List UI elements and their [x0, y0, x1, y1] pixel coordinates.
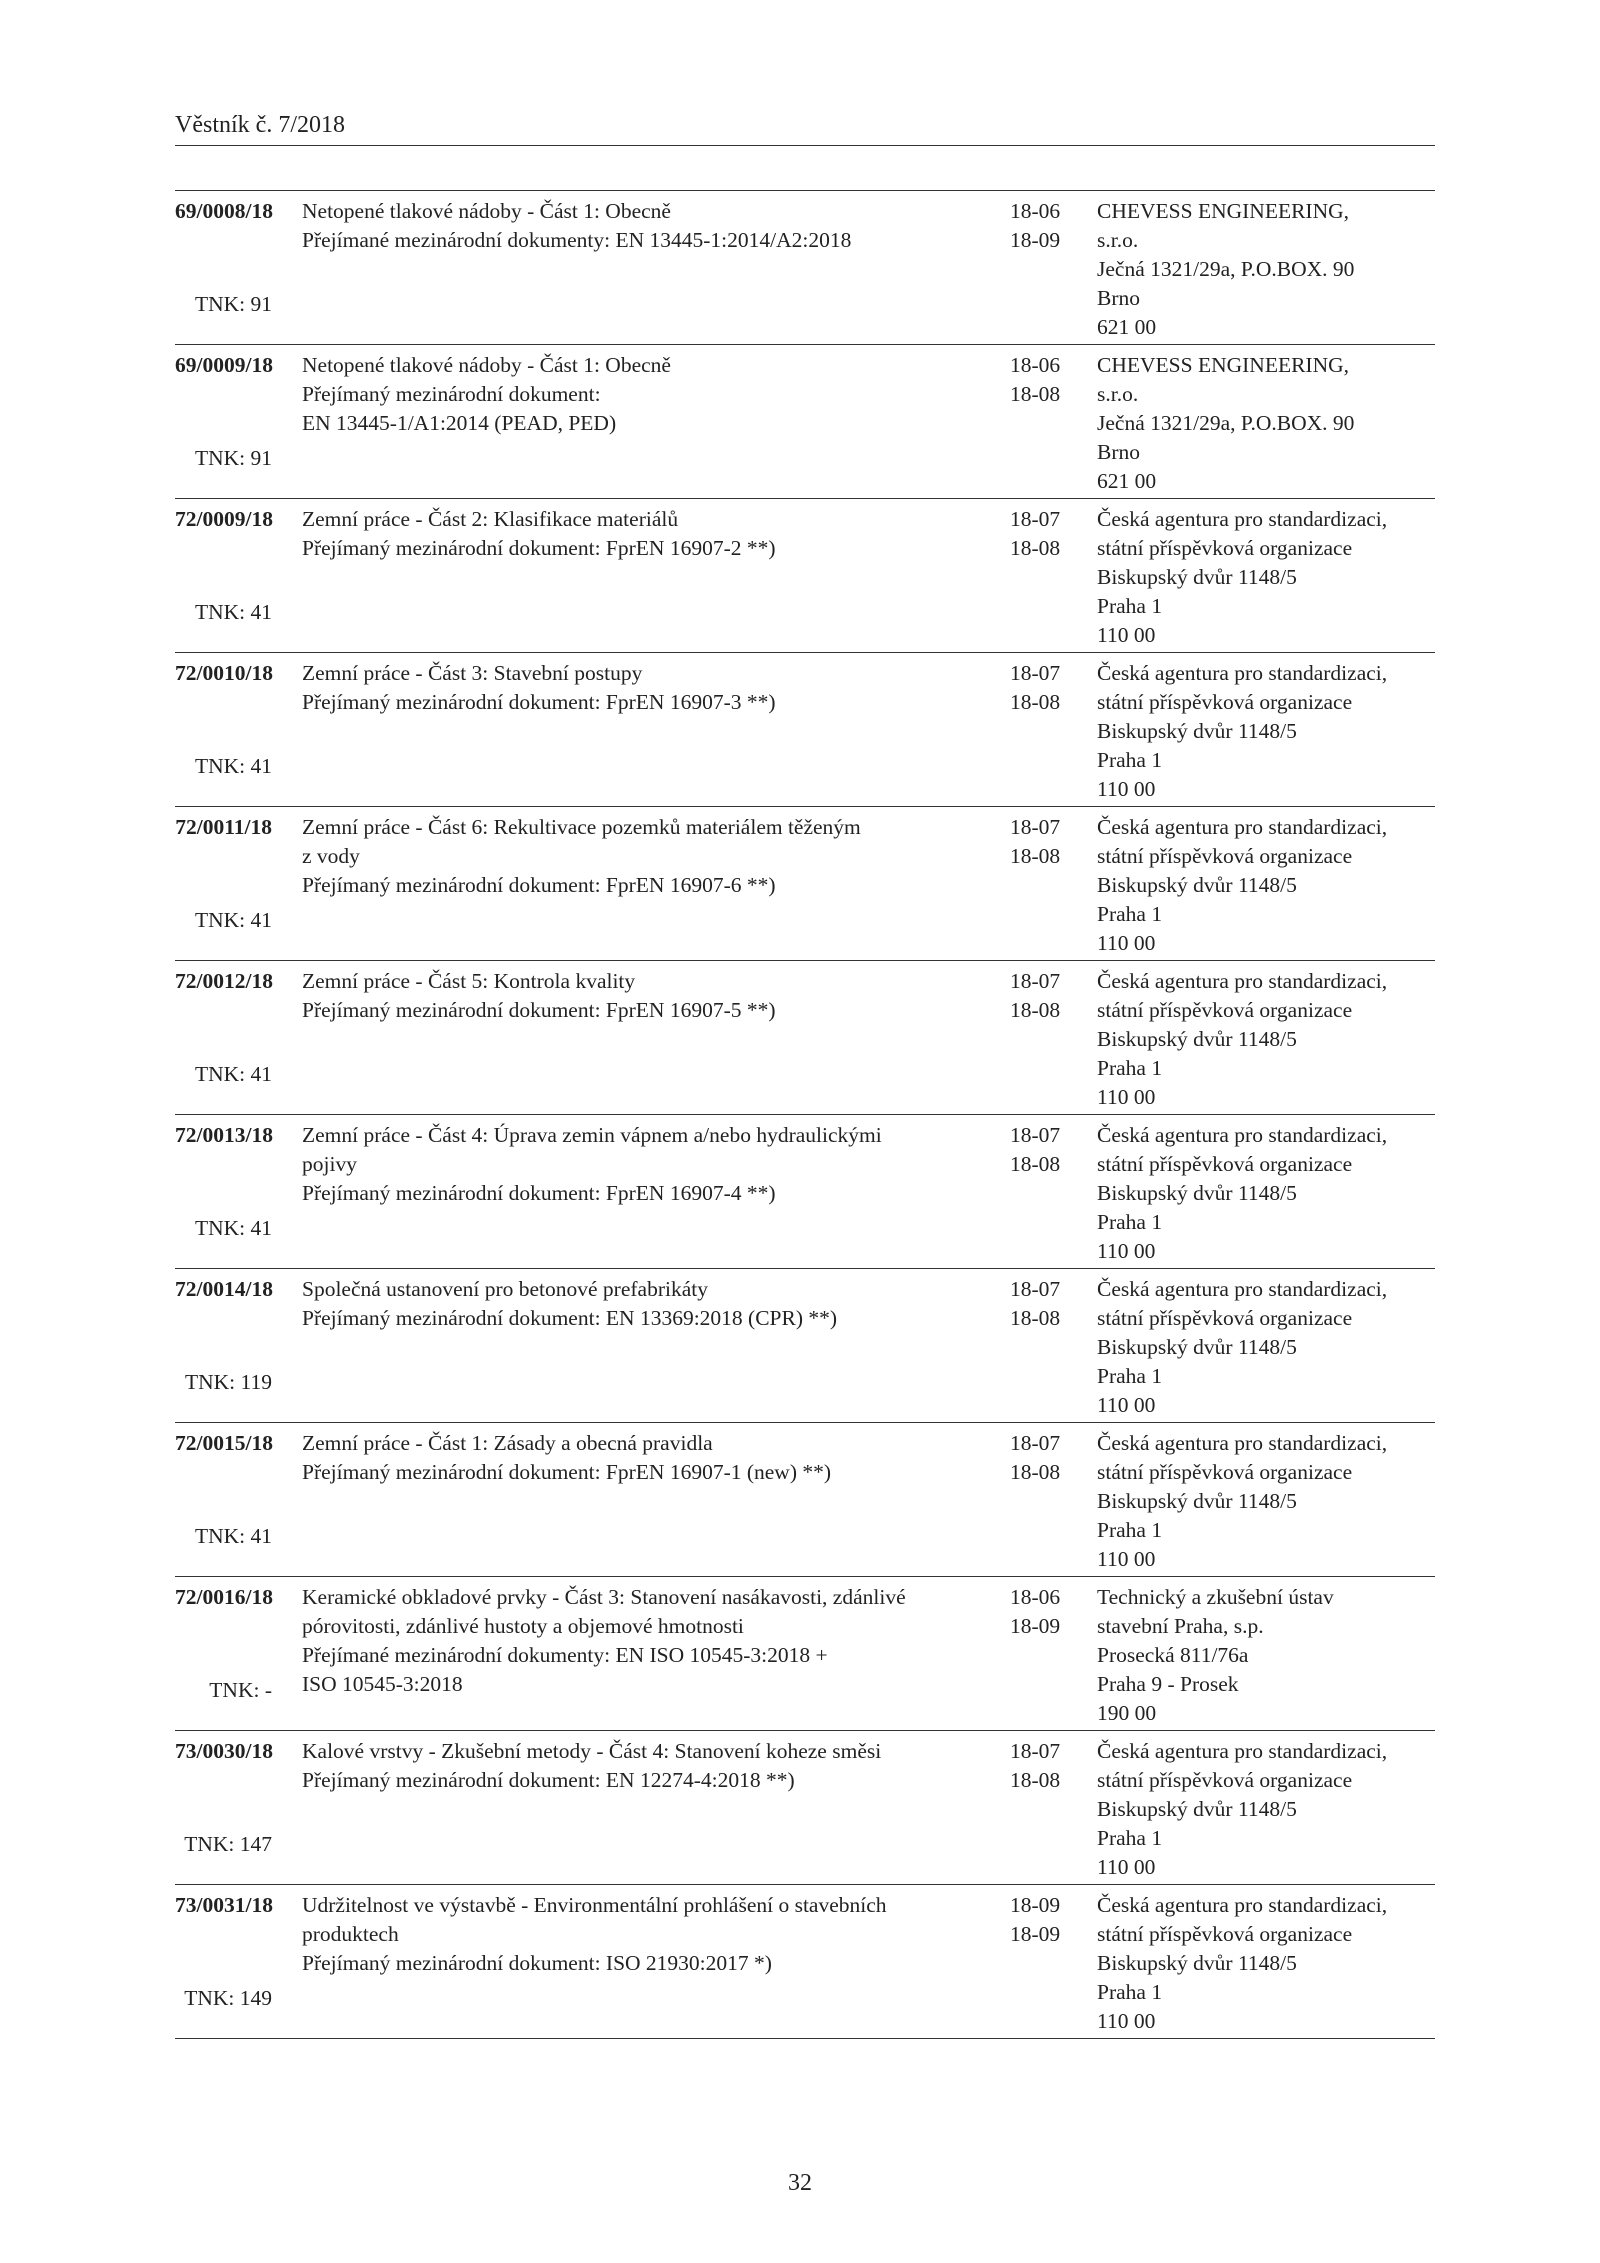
organization-line: 110 00 — [1097, 1085, 1156, 1109]
organization-line: Česká agentura pro standardizaci, — [1097, 815, 1388, 839]
title-line: Přejímaný mezinárodní dokument: FprEN 16907-2 **) — [302, 536, 776, 560]
record-organization-cell — [1085, 1429, 1435, 1574]
record-organization-cell — [1085, 813, 1435, 958]
organization-line: Ječná 1321/29a, P.O.BOX. 90 — [1097, 411, 1355, 435]
record-title-cell — [290, 505, 1000, 650]
organization-line: státní příspěvková organizace — [1097, 1152, 1353, 1176]
record-title-cell — [290, 1275, 1000, 1420]
record-number: 72/0009/18 — [175, 507, 273, 531]
organization-line: Biskupský dvůr 1148/5 — [1097, 1951, 1297, 1975]
date-value: 18-09 — [1010, 1922, 1061, 1946]
organization-line: 110 00 — [1097, 1547, 1156, 1571]
record-organization-cell — [1085, 1121, 1435, 1266]
organization-line: Biskupský dvůr 1148/5 — [1097, 719, 1297, 743]
records-table — [175, 190, 1435, 2039]
record-number: 72/0014/18 — [175, 1277, 273, 1301]
organization-line: Česká agentura pro standardizaci, — [1097, 1893, 1388, 1917]
record-title-cell — [290, 1583, 1000, 1728]
organization-line: Česká agentura pro standardizaci, — [1097, 969, 1388, 993]
record-dates-cell — [1000, 659, 1085, 804]
record-number: 72/0010/18 — [175, 661, 273, 685]
record-id-cell — [175, 967, 290, 1112]
organization-line: CHEVESS ENGINEERING, — [1097, 199, 1350, 223]
title-line: Keramické obkladové prvky - Část 3: Stanovení nasákavosti, zdánlivé — [302, 1585, 906, 1609]
table-row — [175, 807, 1435, 961]
record-id-cell — [175, 1429, 290, 1574]
date-value: 18-06 — [1010, 1585, 1061, 1609]
record-dates-cell — [1000, 1891, 1085, 2036]
organization-line: Praha 1 — [1097, 1826, 1163, 1850]
organization-line: státní příspěvková organizace — [1097, 1922, 1353, 1946]
organization-line: státní příspěvková organizace — [1097, 1768, 1353, 1792]
record-number: 72/0016/18 — [175, 1585, 273, 1609]
title-line: Přejímaný mezinárodní dokument: EN 12274-4:2018 **) — [302, 1768, 795, 1792]
organization-line: státní příspěvková organizace — [1097, 690, 1353, 714]
record-organization-cell — [1085, 197, 1435, 342]
title-line: Zemní práce - Část 4: Úprava zemin vápnem a/nebo hydraulickými — [302, 1123, 882, 1147]
record-title-cell — [290, 967, 1000, 1112]
title-line: Přejímaný mezinárodní dokument: ISO 21930:2017 *) — [302, 1951, 772, 1975]
date-value: 18-08 — [1010, 1152, 1061, 1176]
title-line: Zemní práce - Část 2: Klasifikace materiálů — [302, 507, 679, 531]
organization-line: 110 00 — [1097, 1393, 1156, 1417]
date-value: 18-07 — [1010, 1739, 1061, 1763]
organization-line: 110 00 — [1097, 2009, 1156, 2033]
date-value: 18-08 — [1010, 1460, 1061, 1484]
organization-line: 110 00 — [1097, 1239, 1156, 1263]
record-dates-cell — [1000, 505, 1085, 650]
record-id-cell — [175, 1737, 290, 1882]
date-value: 18-07 — [1010, 1431, 1061, 1455]
table-row — [175, 961, 1435, 1115]
page-header — [175, 112, 1435, 146]
record-id-cell — [175, 1583, 290, 1728]
bulletin-title: Věstník č. 7/2018 — [175, 112, 345, 138]
organization-line: státní příspěvková organizace — [1097, 1306, 1353, 1330]
title-line: pórovitosti, zdánlivé hustoty a objemové hmotnosti — [302, 1614, 744, 1638]
title-line: Udržitelnost ve výstavbě - Environmentální prohlášení o stavebních — [302, 1893, 887, 1917]
organization-line: státní příspěvková organizace — [1097, 998, 1353, 1022]
organization-line: Praha 9 - Prosek — [1097, 1672, 1239, 1696]
organization-line: s.r.o. — [1097, 228, 1139, 252]
organization-line: s.r.o. — [1097, 382, 1139, 406]
record-organization-cell — [1085, 351, 1435, 496]
record-number: 69/0009/18 — [175, 353, 273, 377]
record-title-cell — [290, 659, 1000, 804]
table-row — [175, 345, 1435, 499]
title-line: Zemní práce - Část 1: Zásady a obecná pravidla — [302, 1431, 713, 1455]
record-dates-cell — [1000, 1121, 1085, 1266]
organization-line: Praha 1 — [1097, 748, 1163, 772]
record-id-cell — [175, 1275, 290, 1420]
record-dates-cell — [1000, 813, 1085, 958]
table-row — [175, 499, 1435, 653]
record-number: 73/0031/18 — [175, 1893, 273, 1917]
date-value: 18-08 — [1010, 844, 1061, 868]
record-dates-cell — [1000, 1275, 1085, 1420]
tnk-label: TNK: 149 — [184, 1986, 272, 2010]
organization-line: Praha 1 — [1097, 902, 1163, 926]
organization-line: Biskupský dvůr 1148/5 — [1097, 1797, 1297, 1821]
record-id-cell — [175, 505, 290, 650]
record-number: 72/0013/18 — [175, 1123, 273, 1147]
title-line: Přejímaný mezinárodní dokument: EN 13369:2018 (CPR) **) — [302, 1306, 838, 1330]
date-value: 18-08 — [1010, 690, 1061, 714]
table-row — [175, 653, 1435, 807]
table-row — [175, 1115, 1435, 1269]
title-line: Přejímaný mezinárodní dokument: FprEN 16907-6 **) — [302, 873, 776, 897]
date-value: 18-08 — [1010, 1306, 1061, 1330]
organization-line: Česká agentura pro standardizaci, — [1097, 507, 1388, 531]
record-dates-cell — [1000, 967, 1085, 1112]
tnk-label: TNK: 41 — [194, 600, 272, 624]
organization-line: Praha 1 — [1097, 1364, 1163, 1388]
date-value: 18-08 — [1010, 1768, 1061, 1792]
title-line: Zemní práce - Část 5: Kontrola kvality — [302, 969, 636, 993]
title-line: Přejímané mezinárodní dokumenty: EN ISO 10545-3:2018 + — [302, 1643, 828, 1667]
title-line: ISO 10545-3:2018 — [302, 1672, 463, 1696]
title-line: Netopené tlakové nádoby - Část 1: Obecně — [302, 353, 671, 377]
organization-line: Česká agentura pro standardizaci, — [1097, 1739, 1388, 1763]
organization-line: Biskupský dvůr 1148/5 — [1097, 1181, 1297, 1205]
tnk-label: TNK: 41 — [194, 1524, 272, 1548]
record-organization-cell — [1085, 967, 1435, 1112]
organization-line: Česká agentura pro standardizaci, — [1097, 1431, 1388, 1455]
title-line: EN 13445-1/A1:2014 (PEAD, PED) — [302, 411, 617, 435]
record-number: 69/0008/18 — [175, 199, 273, 223]
organization-line: Prosecká 811/76a — [1097, 1643, 1249, 1667]
title-line: z vody — [302, 844, 360, 868]
table-row — [175, 1423, 1435, 1577]
organization-line: 621 00 — [1097, 469, 1157, 493]
table-row — [175, 1885, 1435, 2039]
record-number: 72/0015/18 — [175, 1431, 273, 1455]
tnk-label: TNK: 41 — [194, 1062, 272, 1086]
organization-line: 110 00 — [1097, 931, 1156, 955]
title-line: produktech — [302, 1922, 399, 1946]
organization-line: Česká agentura pro standardizaci, — [1097, 1277, 1388, 1301]
organization-line: Biskupský dvůr 1148/5 — [1097, 1335, 1297, 1359]
date-value: 18-07 — [1010, 1277, 1061, 1301]
organization-line: Biskupský dvůr 1148/5 — [1097, 1489, 1297, 1513]
title-line: Přejímaný mezinárodní dokument: — [302, 382, 601, 406]
record-number: 72/0011/18 — [175, 815, 272, 839]
table-row — [175, 1731, 1435, 1885]
record-dates-cell — [1000, 351, 1085, 496]
tnk-label: TNK: 119 — [185, 1370, 272, 1394]
record-number: 72/0012/18 — [175, 969, 273, 993]
organization-line: Česká agentura pro standardizaci, — [1097, 661, 1388, 685]
organization-line: Praha 1 — [1097, 1056, 1163, 1080]
title-line: Netopené tlakové nádoby - Část 1: Obecně — [302, 199, 671, 223]
record-id-cell — [175, 197, 290, 342]
title-line: Zemní práce - Část 3: Stavební postupy — [302, 661, 643, 685]
organization-line: 190 00 — [1097, 1701, 1157, 1725]
organization-line: Česká agentura pro standardizaci, — [1097, 1123, 1388, 1147]
organization-line: Brno — [1097, 440, 1140, 464]
title-line: Přejímaný mezinárodní dokument: FprEN 16907-3 **) — [302, 690, 776, 714]
organization-line: Ječná 1321/29a, P.O.BOX. 90 — [1097, 257, 1355, 281]
record-title-cell — [290, 1121, 1000, 1266]
organization-line: státní příspěvková organizace — [1097, 536, 1353, 560]
record-organization-cell — [1085, 659, 1435, 804]
tnk-label: TNK: 41 — [194, 908, 272, 932]
record-dates-cell — [1000, 1429, 1085, 1574]
record-organization-cell — [1085, 1737, 1435, 1882]
title-line: Přejímaný mezinárodní dokument: FprEN 16907-1 (new) **) — [302, 1460, 832, 1484]
organization-line: Biskupský dvůr 1148/5 — [1097, 565, 1297, 589]
record-id-cell — [175, 659, 290, 804]
title-line: Kalové vrstvy - Zkušební metody - Část 4: Stanovení koheze směsi — [302, 1739, 882, 1763]
date-value: 18-08 — [1010, 998, 1061, 1022]
title-line: Přejímané mezinárodní dokumenty: EN 13445-1:2014/A2:2018 — [302, 228, 852, 252]
title-line: pojivy — [302, 1152, 357, 1176]
organization-line: státní příspěvková organizace — [1097, 844, 1353, 868]
title-line: Přejímaný mezinárodní dokument: FprEN 16907-4 **) — [302, 1181, 776, 1205]
date-value: 18-07 — [1010, 661, 1061, 685]
date-value: 18-09 — [1010, 228, 1061, 252]
organization-line: Technický a zkušební ústav — [1097, 1585, 1334, 1609]
record-title-cell — [290, 351, 1000, 496]
organization-line: Praha 1 — [1097, 594, 1163, 618]
organization-line: Biskupský dvůr 1148/5 — [1097, 873, 1297, 897]
record-number: 73/0030/18 — [175, 1739, 273, 1763]
title-line: Přejímaný mezinárodní dokument: FprEN 16907-5 **) — [302, 998, 776, 1022]
date-value: 18-06 — [1010, 353, 1061, 377]
organization-line: Praha 1 — [1097, 1980, 1163, 2004]
organization-line: Praha 1 — [1097, 1210, 1163, 1234]
date-value: 18-08 — [1010, 536, 1061, 560]
record-organization-cell — [1085, 1583, 1435, 1728]
record-title-cell — [290, 1429, 1000, 1574]
page-number: 32 — [788, 2170, 812, 2196]
organization-line: CHEVESS ENGINEERING, — [1097, 353, 1350, 377]
organization-line: 110 00 — [1097, 623, 1156, 647]
date-value: 18-09 — [1010, 1893, 1061, 1917]
organization-line: státní příspěvková organizace — [1097, 1460, 1353, 1484]
record-organization-cell — [1085, 1891, 1435, 2036]
table-row — [175, 191, 1435, 345]
record-id-cell — [175, 813, 290, 958]
title-line: Společná ustanovení pro betonové prefabrikáty — [302, 1277, 708, 1301]
record-title-cell — [290, 813, 1000, 958]
tnk-label: TNK: - — [209, 1678, 272, 1702]
date-value: 18-07 — [1010, 815, 1061, 839]
record-title-cell — [290, 1737, 1000, 1882]
date-value: 18-07 — [1010, 1123, 1061, 1147]
organization-line: Brno — [1097, 286, 1140, 310]
title-line: Zemní práce - Část 6: Rekultivace pozemků materiálem těženým — [302, 815, 861, 839]
organization-line: 110 00 — [1097, 1855, 1156, 1879]
tnk-label: TNK: 91 — [194, 446, 272, 470]
record-dates-cell — [1000, 1737, 1085, 1882]
date-value: 18-09 — [1010, 1614, 1061, 1638]
date-value: 18-07 — [1010, 969, 1061, 993]
record-title-cell — [290, 1891, 1000, 2036]
tnk-label: TNK: 41 — [194, 1216, 272, 1240]
record-id-cell — [175, 351, 290, 496]
record-dates-cell — [1000, 197, 1085, 342]
organization-line: 621 00 — [1097, 315, 1157, 339]
date-value: 18-07 — [1010, 507, 1061, 531]
table-row — [175, 1577, 1435, 1731]
tnk-label: TNK: 147 — [184, 1832, 272, 1856]
table-row — [175, 1269, 1435, 1423]
record-id-cell — [175, 1121, 290, 1266]
date-value: 18-06 — [1010, 199, 1061, 223]
record-organization-cell — [1085, 1275, 1435, 1420]
organization-line: Biskupský dvůr 1148/5 — [1097, 1027, 1297, 1051]
record-title-cell — [290, 197, 1000, 342]
tnk-label: TNK: 41 — [194, 754, 272, 778]
tnk-label: TNK: 91 — [194, 292, 272, 316]
record-id-cell — [175, 1891, 290, 2036]
record-dates-cell — [1000, 1583, 1085, 1728]
organization-line: Praha 1 — [1097, 1518, 1163, 1542]
date-value: 18-08 — [1010, 382, 1061, 406]
record-organization-cell — [1085, 505, 1435, 650]
organization-line: stavební Praha, s.p. — [1097, 1614, 1264, 1638]
organization-line: 110 00 — [1097, 777, 1156, 801]
